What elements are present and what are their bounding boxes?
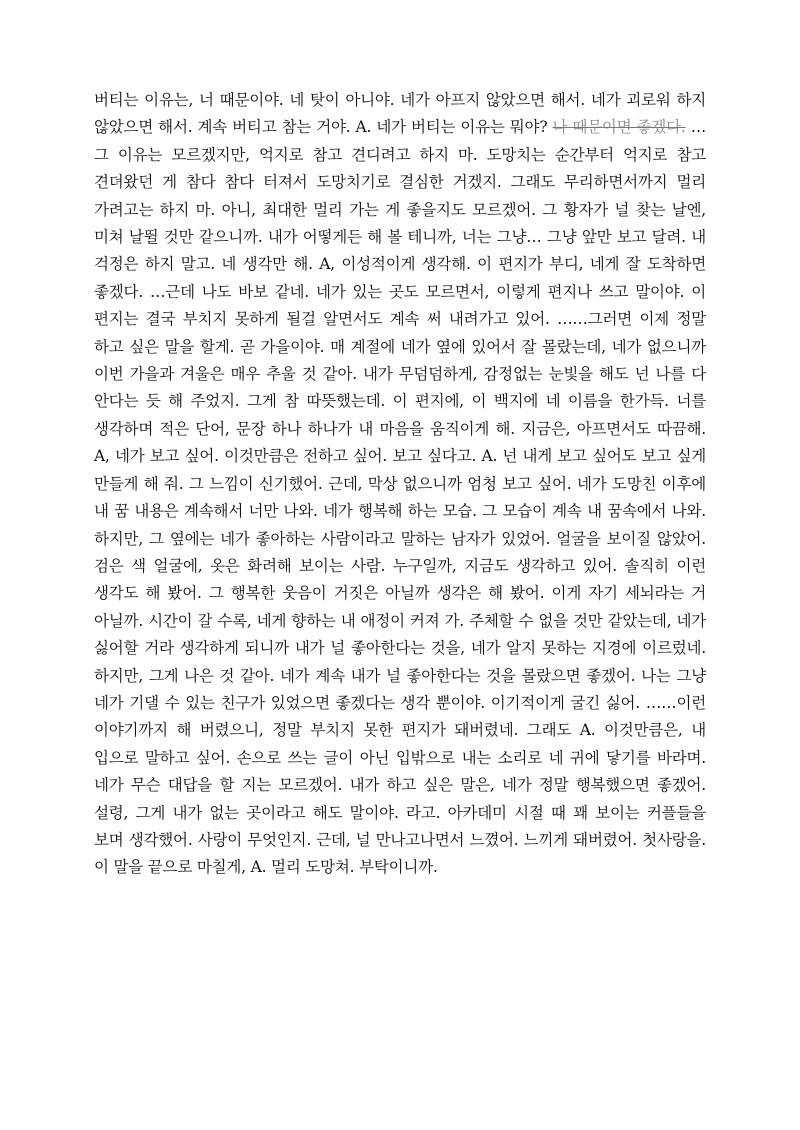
letter-body — [94, 87, 706, 882]
struck-through-text: 나 때문이면 좋겠다. — [552, 118, 686, 137]
letter-text-part-2: …그 이유는 모르겠지만, 억지로 참고 견디려고 하지 마. 도망치는 순간부터 억지로 참고 견뎌왔던 게 참다 참다 터져서 도망치기로 결심한 거겠지. 그래도 무리하면서까지 멀리 가려고는 하지 마. 아니, 최대한 멀리 가는 게 좋을지도 모르겠어. 그 황자가 널 찾는 날엔, 미쳐 날뛸 것만 같으니까. 내가 어떻게든 해 볼 테니까, 너는 그냥… 그냥 앞만 보고 달려. 내 걱정은 하지 말고. 네 생각만 해. A, 이성적이게 생각해. 이 편지가 부디, 네게 잘 도착하면 좋겠다. …근데 나도 바보 같네. 네가 있는 곳도 모르면서, 이렇게 편지나 쓰고 말이야. 이 편지는 결국 부치지 못하게 될걸 알면서도 계속 써 내려가고 있어. ……그러면 이제 정말 하고 싶은 말을 할게. 곧 가을이야. 매 계절에 네가 옆에 있어서 잘 몰랐는데, 네가 없으니까 이번 가을과 겨울은 매우 추울 것 같아. 내가 무덤덤하게, 감정없는 눈빛을 해도 넌 나를 다 안다는 듯 해 주었지. 그게 참 따뜻했는데. 이 편지에, 이 백지에 네 이름을 한가득. 너를 생각하며 적은 단어, 문장 하나 하나가 내 마음을 움직이게 해. 지금은, 아프면서도 따끔해. A, 네가 보고 싶어. 이것만큼은 전하고 싶어. 보고 싶다고. A. 넌 내게 보고 싶어도 보고 싶게 만들게 해 줘. 그 느낌이 신기했어. 근데, 막상 없으니까 엄청 보고 싶어. 네가 도망친 이후에 내 꿈 내용은 계속해서 너만 나와. 네가 행복해 하는 모습. 그 모습이 계속 내 꿈속에서 나와. 하지만, 그 옆에는 네가 좋아하는 사람이라고 말하는 남자가 있었어. 얼굴을 보이질 않았어. 검은 색 얼굴에, 옷은 화려해 보이는 사람. 누구일까, 지금도 생각하고 있어. 솔직히 이런 생각도 해 봤어. 그 행복한 웃음이 거짓은 아닐까 생각은 해 봤어. 이게 자기 세뇌라는 거 아닐까. 시간이 갈 수록, 네게 향하는 내 애정이 커져 가. 주체할 수 없을 것만 같았는데, 네가 싫어할 거라 생각하게 되니까 내가 널 좋아한다는 것을, 네가 알지 못하는 지경에 이르렀네. 하지만, 그게 나은 것 같아. 네가 계속 내가 널 좋아한다는 것을 몰랐으면 좋겠어. 나는 그냥 네가 기댈 수 있는 친구가 있었으면 좋겠다는 생각 뿐이야. 이기적이게 굴긴 싫어. ……이런 이야기까지 해 버렸으니, 정말 부치지 못한 편지가 돼버렸네. 그래도 A. 이것만큼은, 내 입으로 말하고 싶어. 손으로 쓰는 글이 아닌 입밖으로 내는 소리로 네 귀에 닿기를 바라며. 네가 무슨 대답을 할 지는 모르겠어. 내가 하고 싶은 말은, 네가 정말 행복했으면 좋겠어. 설령, 그게 내가 없는 곳이라고 해도 말이야. 라고. 아카데미 시절 때 꽤 보이는 커플들을 보며 생각했어. 사랑이 무엇인지. 근데, 널 만나고나면서 느꼈어. 느끼게 돼버렸어. 첫사랑을. 이 말을 끝으로 마칠게, A. 멀리 도망쳐. 부탁이니까. — [94, 118, 706, 877]
letter-text-part-1: 버티는 이유는, 너 때문이야. 네 탓이 아니야. 네가 아프지 않았으면 해서. 네가 괴로워 하지 않았으면 해서. 계속 버티고 참는 거야. A. 네가 버티는 이유는 뭐야? — [94, 91, 706, 137]
